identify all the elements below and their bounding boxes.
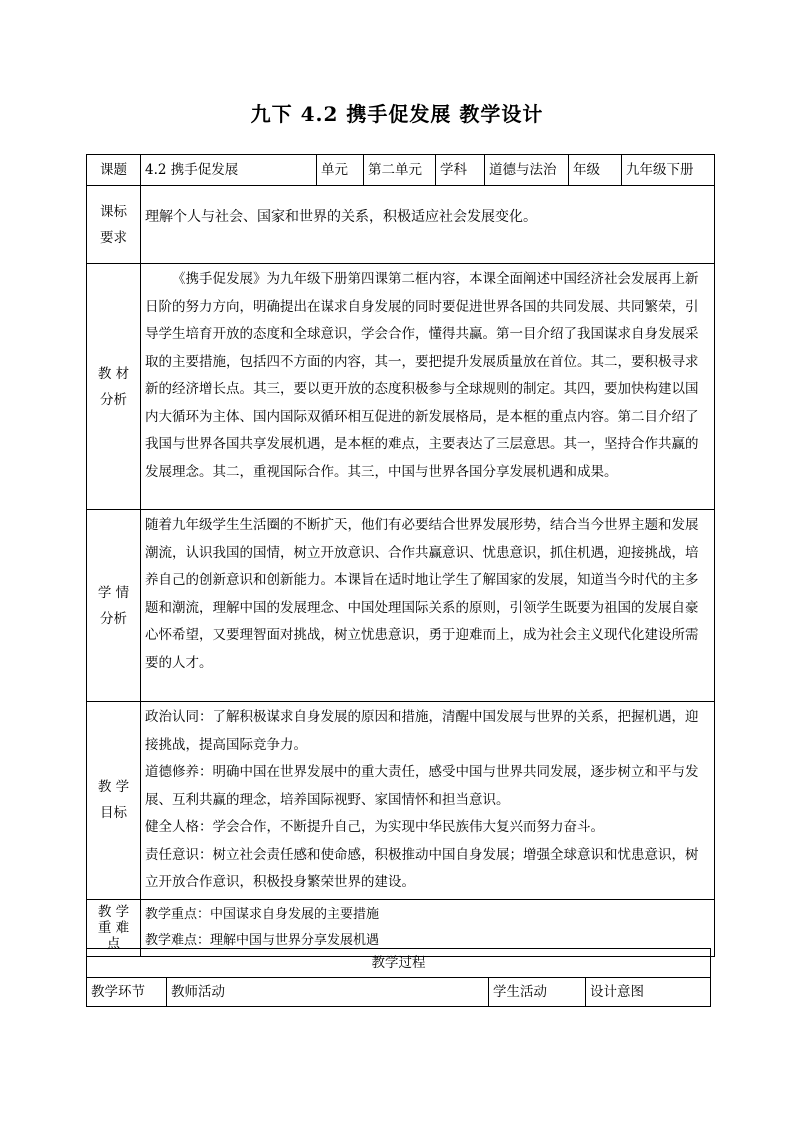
difficult-point: 教学难点：理解中国与世界分享发展机遇 [145,932,380,948]
goals-label-line1: 教 学 [97,779,130,796]
goals-label [87,702,141,900]
goal-item: 道德修养：明确中国在世界发展中的重大责任，感受中国与世界共同发展，逐步树立和平与发展、互利共赢的理念，培养国际视野、家国情怀和担当意识。 [145,764,699,808]
goals-label-line2: 目标 [100,805,127,822]
subject-label: 学科 [436,155,485,186]
goal-item: 责任意识：树立社会责任感和使命感，积极推动中国自身发展；增强全球意识和忧患意识，树立开放合作意识，积极投身繁荣世界的建设。 [145,846,699,890]
material-label [87,264,141,510]
students-label [87,510,141,702]
standard-label-line1: 课标 [100,203,127,220]
students-text [141,510,715,702]
students-label-line1: 学 情 [97,584,130,601]
goal-item: 健全人格：学会合作，不断提升自己，为实现中华民族伟大复兴而努力奋斗。 [145,819,604,835]
grade-value: 九年级下册 [622,155,715,186]
standard-text: 理解个人与社会、国家和世界的关系，积极适应社会发展变化。 [141,186,715,264]
key-point: 教学重点：中国谋求自身发展的主要措施 [145,906,380,922]
students-label-line2: 分析 [100,610,127,627]
material-label-line1: 教 材 [97,365,130,382]
material-label-line2: 分析 [100,391,127,408]
process-table [86,948,711,1007]
course-value: 4.2 携手促发展 [141,155,317,186]
lesson-info-table [86,154,715,957]
standard-label [87,186,141,264]
subject-value: 道德与法治 [485,155,569,186]
unit-value: 第二单元 [364,155,436,186]
goals-text [141,702,715,900]
process-col-teacher: 教师活动 [167,978,489,1007]
page-title: 九下 4.2 携手促发展 教学设计 [250,102,544,126]
process-title: 教学过程 [87,949,711,978]
standard-label-line2: 要求 [100,229,127,246]
grade-label: 年级 [569,155,622,186]
course-label: 课题 [87,155,141,186]
process-col-step: 教学环节 [87,978,167,1007]
keypoints-label-line1: 教 学 [97,903,130,920]
keypoints-label-line2: 重 难 [97,919,130,936]
process-col-student: 学生活动 [489,978,586,1007]
material-text: 《携手促发展》为九年级下册第四课第二框内容，本课全面阐述中国经济社会发展再上新日阶的努力方向，明确提出在谋求自身发展的同时要促进世界各国的共同发展、共同繁荣，引导学生培育开放的态度和全球意识，学会合作，懂得共赢。第一目介绍了我国谋求自身发展采取的主要措施，包括四不方面的内容，其一，要把提升发展质量放在首位。其二，要积极寻求新的经济增长点。其三，要以更开放的态度积极参与全球规则的制定。其四，要加快构建以国内大循环为主体、国内国际双循环相互促进的新发展格局，是本框的重点内容。第二目介绍了我国与世界各国共享发展机遇，是本框的难点，主要表达了三层意思。其一，坚持合作共赢的发展理念。其二，重视国际合作。其三，中国与世界各国分享发展机遇和成果。 [141,264,715,510]
students-text-main: 随着九年级学生生活圈的不断扩天，他们有必要结合世界发展形势，结合当今世界主题和发展潮流，认识我国的国情，树立开放意识、合作共赢意识、忧患意识，抓住机遇，迎接挑战，培养自己的创新意识和创新能力。本课旨在适时地让学生了解国家的发展，知道当今时代的主多题和潮流，理解中国的发展理念、中国处理国际关系的原则，引领学生既要为祖国的发展自豪心怀希望，又要理智面对挑战，树立忧患意识，勇于迎难而上，成为社会主义现代化建设所需 [145,517,699,643]
process-col-intent: 设计意图 [586,978,711,1007]
students-text-tail: 要的人才。 [145,654,213,671]
keypoints-label-line3: 点 [106,935,121,952]
goal-item: 政治认同：了解积极谋求自身发展的原因和措施，清醒中国发展与世界的关系，把握机遇，迎接挑战，提高国际竞争力。 [145,709,699,753]
unit-label: 单元 [317,155,364,186]
